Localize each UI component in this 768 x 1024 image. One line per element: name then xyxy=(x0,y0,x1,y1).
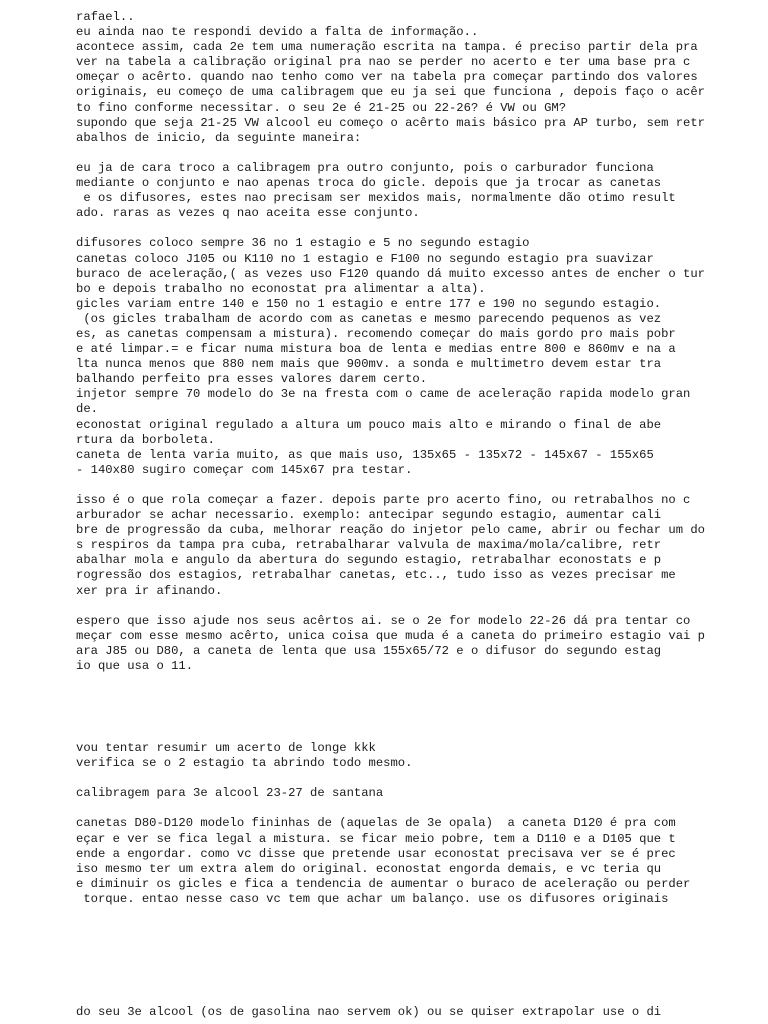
text-line: - 140x80 sugiro começar com 145x67 pra testar. xyxy=(76,462,413,477)
text-line: (os gicles trabalham de acordo com as canetas e mesmo parecendo pequenos as vez xyxy=(76,311,662,326)
text-line xyxy=(76,801,690,816)
text-line: rafael.. xyxy=(76,10,135,24)
text-line: io que usa o 11. xyxy=(76,659,194,674)
text-line: rtura da borboleta. xyxy=(76,432,215,447)
text-line: supondo que seja 21-25 VW alcool eu começo o acêrto mais básico pra AP turbo, sem retr xyxy=(76,115,705,130)
text-line: econostat original regulado a altura um pouco mais alto e mirando o final de abe xyxy=(76,417,662,432)
text-line: verifica se o 2 estagio ta abrindo todo mesmo. xyxy=(76,756,413,771)
text-line: buraco de aceleração,( as vezes uso F120 quando dá muito excesso antes de encher o tur xyxy=(76,266,705,281)
text-line: vou tentar resumir um acerto de longe kkk xyxy=(76,741,376,755)
text-line: iso mesmo ter um extra alem do original. econostat engorda demais, e vc teria qu xyxy=(76,861,662,876)
text-block-summary xyxy=(76,741,690,907)
text-line: es, as canetas compensam a mistura). recomendo começar do mais gordo pro mais pobr xyxy=(76,326,676,341)
text-line xyxy=(76,599,705,614)
text-line: torque. entao nesse caso vc tem que achar um balanço. use os difusores originais xyxy=(76,891,669,906)
text-line: e diminuir os gicles e fica a tendencia de aumentar o buraco de aceleração ou perder xyxy=(76,876,691,891)
text-line: injetor sempre 70 modelo do 3e na fresta com o came de aceleração rapida modelo gran xyxy=(76,387,691,402)
text-block-intro xyxy=(76,10,705,674)
text-line: espero que isso ajude nos seus acêrtos ai. se o 2e for modelo 22-26 dá pra tentar co xyxy=(76,613,691,628)
text-line: ver na tabela a calibração original pra nao se perder no acerto e ter uma base pra c xyxy=(76,55,691,70)
text-line: to fino conforme necessitar. o seu 2e é 21-25 ou 22-26? é VW ou GM? xyxy=(76,100,567,115)
text-line: difusores coloco sempre 36 no 1 estagio e 5 no segundo estagio xyxy=(76,236,530,251)
text-line xyxy=(76,478,705,493)
text-line: ado. raras as vezes q nao aceita esse conjunto. xyxy=(76,206,420,221)
text-line xyxy=(76,771,690,786)
text-line: canetas D80-D120 modelo fininhas de (aquelas de 3e opala) a caneta D120 é pra com xyxy=(76,816,676,831)
text-line: gicles variam entre 140 e 150 no 1 estagio e entre 177 e 190 no segundo estagio. xyxy=(76,296,662,311)
text-line: caneta de lenta varia muito, as que mais uso, 135x65 - 135x72 - 145x67 - 155x65 xyxy=(76,447,654,462)
text-line: isso é o que rola começar a fazer. depois parte pro acerto fino, ou retrabalhos no c xyxy=(76,493,691,507)
text-line: bo e depois trabalho no econostat pra alimentar a alta). xyxy=(76,281,486,296)
text-line: do seu 3e alcool (os de gasolina nao servem ok) ou se quiser extrapolar use o di xyxy=(76,1005,662,1019)
text-line: xer pra ir afinando. xyxy=(76,583,223,598)
text-block-continuation xyxy=(76,1005,661,1020)
text-line: balhando perfeito pra esses valores darem certo. xyxy=(76,372,428,387)
text-line: bre de progressão da cuba, melhorar reação do injetor pelo came, abrir ou fechar um do xyxy=(76,523,705,538)
text-line: acontece assim, cada 2e tem uma numeração escrita na tampa. é preciso partir dela pra xyxy=(76,40,698,55)
text-line: de. xyxy=(76,402,98,417)
text-line: ende a engordar. como vc disse que pretende usar econostat precisava ver se é prec xyxy=(76,846,676,861)
text-line: ara J85 ou D80, a caneta de lenta que usa 155x65/72 e o difusor do segundo estag xyxy=(76,643,662,658)
text-line: eu ainda nao te respondi devido a falta de informação.. xyxy=(76,25,479,40)
text-line: originais, eu começo de uma calibragem que eu ja sei que funciona , depois faço o acêr xyxy=(76,85,705,100)
text-line: canetas coloco J105 ou K110 no 1 estagio e F100 no segundo estagio pra suavizar xyxy=(76,251,654,266)
text-line: eçar e ver se fica legal a mistura. se ficar meio pobre, tem a D110 e a D105 que t xyxy=(76,831,676,846)
text-line: meçar com esse mesmo acêrto, unica coisa que muda é a caneta do primeiro estagio vai p xyxy=(76,628,705,643)
text-line xyxy=(76,221,705,236)
text-line xyxy=(76,146,705,161)
text-line: abalhos de inicio, da seguinte maneira: xyxy=(76,130,362,145)
text-line: abalhar mola e angulo da abertura do segundo estagio, retrabalhar econostats e p xyxy=(76,553,662,568)
text-line: arburador se achar necessario. exemplo: antecipar segundo estagio, aumentar cali xyxy=(76,508,662,523)
text-line: mediante o conjunto e nao apenas troca do gicle. depois que ja trocar as canetas xyxy=(76,176,662,191)
text-line: calibragem para 3e alcool 23-27 de santana xyxy=(76,786,384,801)
text-line: omeçar o acêrto. quando nao tenho como ver na tabela pra começar partindo dos valores xyxy=(76,70,698,85)
text-line: eu ja de cara troco a calibragem pra outro conjunto, pois o carburador funciona xyxy=(76,160,654,175)
text-line: lta nunca menos que 880 nem mais que 900mv. a sonda e multimetro devem estar tra xyxy=(76,357,662,372)
text-line: s respiros da tampa pra cuba, retrabalharar valvula de maxima/mola/calibre, retr xyxy=(76,538,662,553)
text-line: e os difusores, estes nao precisam ser mexidos mais, normalmente dão otimo result xyxy=(76,191,676,206)
text-line: e até limpar.= e ficar numa mistura boa de lenta e medias entre 800 e 860mv e na a xyxy=(76,342,676,357)
text-line: rogressão dos estagios, retrabalhar canetas, etc.., tudo isso as vezes precisar me xyxy=(76,568,676,583)
